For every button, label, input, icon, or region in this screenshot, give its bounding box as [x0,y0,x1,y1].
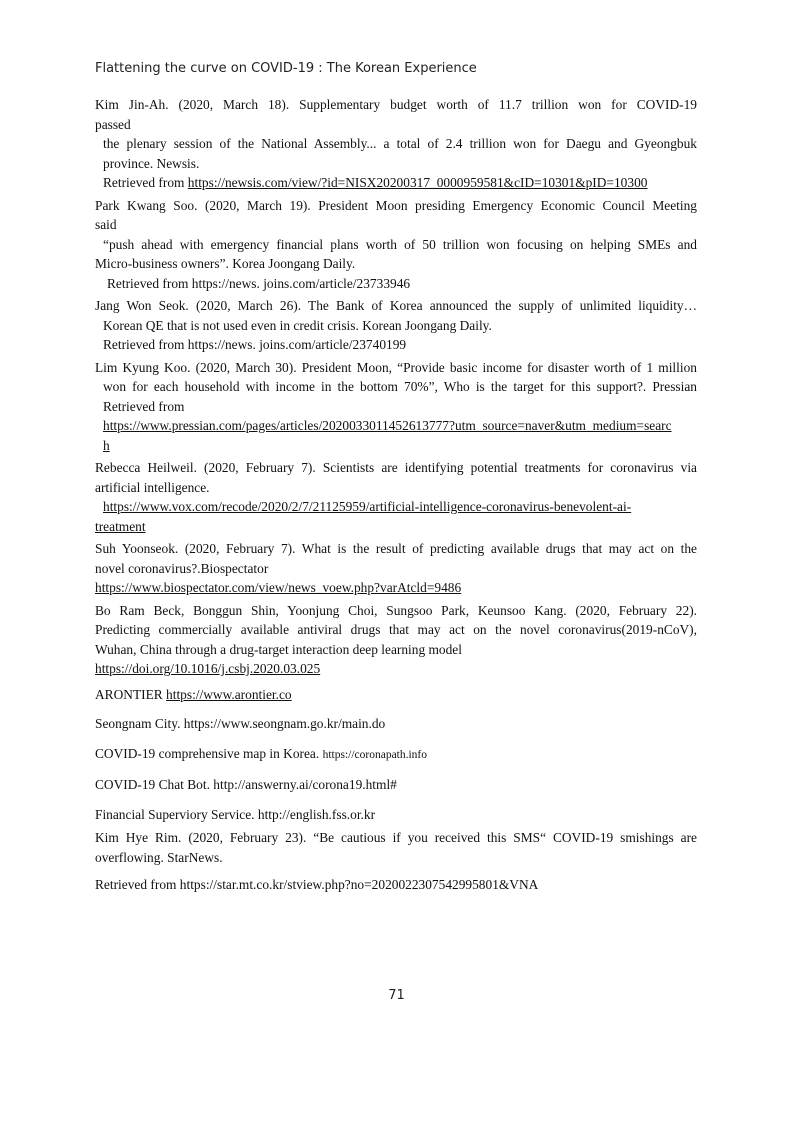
reference-line: “push ahead with emergency financial plans worth of 50 trillion won focusing on helping SMEs and [103,236,697,252]
reference-line: passed [95,116,131,132]
reference-line: Retrieved from https://news. joins.com/article/23733946 [107,275,411,291]
reference-line: Korean QE that is not used even in credit crisis. Korean Joongang Daily. [103,317,492,333]
reference-line: Jang Won Seok. (2020, March 26). The Bank of Korea announced the supply of unlimited liquidity… [95,298,697,313]
reference-line: Rebecca Heilweil. (2020, February 7). Scientists are identifying potential treatments for coronavirus via [95,460,697,475]
reference-item [95,539,697,598]
reference-item [95,714,697,734]
reference-line: the plenary session of the National Assembly... a total of 2.4 trillion won for Daegu and Gyeongbuk [103,136,697,151]
reference-link[interactable]: https://coronapath.info [322,748,428,761]
reference-line: Suh Yoonseok. (2020, February 7). What is the result of predicting available drugs that may act on the [95,541,697,556]
reference-link[interactable]: https://www.pressian.com/pages/articles/2020033011452613777?utm_source=naver&utm_medium=searc [103,418,672,433]
reference-line: Retrieved from https://news. joins.com/article/23740199 [103,337,407,352]
reference-line: Retrieved from [103,398,185,414]
reference-line: Retrieved from https://star.mt.co.kr/stview.php?no=2020022307542995801&VNA [95,877,539,892]
reference-line: said [95,217,117,232]
reference-item [95,775,697,795]
reference-link[interactable]: treatment [95,518,146,534]
reference-item [95,196,697,294]
reference-text: Retrieved from [103,175,188,190]
page-number: 71 [388,988,405,1003]
reference-item [95,296,697,355]
reference-link[interactable]: https://www.arontier.co [166,686,292,702]
running-header: Flattening the curve on COVID-19 : The Korean Experience [95,61,477,76]
reference-line: Kim Jin-Ah. (2020, March 18). Supplementary budget worth of 11.7 trillion won for COVID-19 [95,97,697,112]
reference-item [95,875,697,895]
reference-line [95,685,697,705]
reference-line: Wuhan, China through a drug-target interaction deep learning model [95,641,462,657]
reference-line: province. Newsis. [103,155,200,171]
reference-line [95,744,697,766]
reference-link[interactable]: https://doi.org/10.1016/j.csbj.2020.03.025 [95,661,321,676]
reference-line: Park Kwang Soo. (2020, March 19). President Moon presiding Emergency Economic Council Meeting [95,197,697,213]
reference-line [95,173,697,193]
reference-item [95,358,697,456]
reference-line: Financial Superviory Service. http://english.fss.or.kr [95,806,376,822]
reference-line: Bo Ram Beck, Bonggun Shin, Yoonjung Choi, Sungsoo Park, Keunsoo Kang. (2020, February 22). [95,602,697,618]
reference-item [95,458,697,536]
reference-text: ARONTIER [95,686,167,702]
reference-item [95,685,697,705]
reference-line: novel coronavirus?.Biospectator [95,560,269,576]
reference-line: COVID-19 Chat Bot. http://answerny.ai/corona19.html# [95,777,397,792]
reference-link[interactable]: https://www.vox.com/recode/2020/2/7/21125959/artificial-intelligence-coronavirus-benevolent-ai- [103,499,632,514]
reference-line: overflowing. StarNews. [95,849,223,865]
reference-line: Lim Kyung Koo. (2020, March 30). President Moon, “Provide basic income for disaster worth of 1 million [95,359,697,375]
reference-item [95,805,697,825]
reference-link[interactable]: h [103,437,110,453]
reference-line: artificial intelligence. [95,479,210,495]
references-list [95,95,697,898]
reference-item [95,744,697,766]
reference-line: Seongnam City. https://www.seongnam.go.kr/main.do [95,716,386,731]
reference-line: Micro-business owners”. Korea Joongang Daily. [95,256,356,271]
reference-line: Kim Hye Rim. (2020, February 23). “Be cautious if you received this SMS“ COVID-19 smishings are [95,830,697,845]
reference-item [95,601,697,679]
reference-link[interactable]: https://www.biospectator.com/view/news_voew.php?varAtcld=9486 [95,580,462,595]
reference-link[interactable]: https://newsis.com/view/?id=NISX20200317_0000959581&cID=10301&pID=10300 [187,175,648,190]
reference-item [95,828,697,867]
reference-line: Predicting commercially available antiviral drugs that may act on the novel coronavirus(2019-nCoV), [95,622,697,637]
reference-item [95,95,697,193]
reference-text: COVID-19 comprehensive map in Korea. [95,745,323,761]
reference-line: won for each household with income in the bottom 70%”, Who is the target for this support?. Pressian [103,379,697,394]
